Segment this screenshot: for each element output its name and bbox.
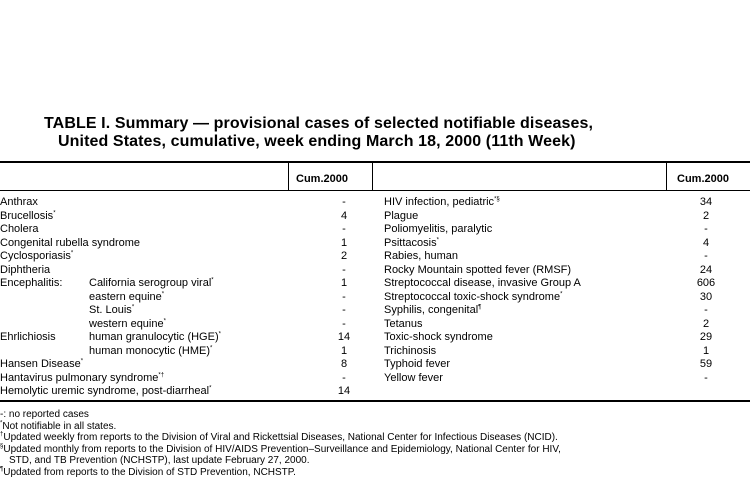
table-row	[0, 372, 372, 386]
cum-2000-value: 34	[699, 196, 713, 208]
table-row	[0, 304, 372, 318]
table-row	[0, 358, 372, 372]
left-column-header: Cum.2000	[296, 173, 348, 185]
cum-2000-value: 59	[699, 358, 713, 370]
table-row	[384, 358, 750, 372]
table-row	[384, 210, 750, 224]
footnote-mark: *§	[494, 196, 500, 203]
cum-2000-value: 606	[696, 277, 716, 289]
footnote: STD, and TB Prevention (NCHSTP), last update February 27, 2000.	[9, 455, 310, 466]
cum-2000-value: -	[342, 290, 346, 303]
cum-2000-value: -	[704, 304, 708, 316]
table-row	[0, 345, 372, 359]
cum-2000-value: -	[342, 371, 346, 384]
disease-label: Typhoid fever	[384, 358, 451, 370]
table-row	[384, 291, 750, 305]
table-row	[384, 304, 750, 318]
disease-label: Ehrlichiosis	[0, 331, 56, 343]
cum-2000-value: -	[704, 250, 708, 262]
footnote: -: no reported cases	[0, 409, 89, 420]
footnote-mark: ¶	[478, 304, 482, 311]
left-col-divider-b	[372, 162, 373, 190]
disease-label: Anthrax	[0, 196, 38, 208]
table-row	[0, 210, 372, 224]
cum-2000-value: -	[342, 304, 346, 316]
table-row	[384, 345, 750, 359]
table-row	[0, 291, 372, 305]
cum-2000-value: -	[342, 317, 346, 330]
disease-label: Rabies, human	[384, 250, 458, 262]
cum-2000-value: 24	[699, 263, 713, 276]
disease-label: Brucellosis*	[0, 209, 56, 222]
disease-label: Hansen Disease*	[0, 358, 84, 370]
disease-label: Rocky Mountain spotted fever (RMSF)	[384, 263, 572, 276]
cum-2000-value: -	[342, 196, 346, 208]
footnote-mark: *	[161, 290, 165, 297]
disease-label: Streptococcal disease, invasive Group A	[384, 277, 581, 289]
disease-sublabel: California serogroup viral*	[89, 277, 214, 289]
disease-label: Toxic-shock syndrome	[384, 331, 493, 343]
disease-sublabel: eastern equine*	[89, 290, 165, 303]
disease-label: Encephalitis:	[0, 277, 63, 289]
footnote-mark: *	[218, 331, 221, 338]
left-col-divider-a	[288, 162, 289, 190]
disease-sublabel: western equine*	[89, 317, 166, 330]
cum-2000-value: 8	[340, 358, 348, 370]
cum-2000-value: 29	[699, 331, 713, 343]
footnote: ¶Updated from reports to the Division of STD Prevention, NCHSTP.	[0, 466, 296, 478]
cum-2000-value: -	[704, 223, 708, 235]
footnote-mark: §	[0, 443, 4, 450]
disease-label: Hantavirus pulmonary syndrome*†	[0, 371, 165, 384]
table-row	[0, 196, 372, 210]
footnote: *Not notifiable in all states.	[0, 420, 117, 432]
table-row	[384, 250, 750, 264]
disease-label: Yellow fever	[384, 371, 443, 384]
disease-sublabel: St. Louis*	[89, 304, 135, 316]
table-row	[0, 331, 372, 345]
disease-label: Psittacosis*	[384, 236, 439, 249]
table-row	[0, 237, 372, 251]
table-row	[384, 196, 750, 210]
table-row	[384, 277, 750, 291]
footnote-mark: *	[163, 317, 166, 324]
cum-2000-value: 14	[337, 331, 351, 343]
disease-label: Trichinosis	[384, 344, 437, 357]
disease-label: Streptococcal toxic-shock syndrome*	[384, 290, 563, 303]
disease-label: Diphtheria	[0, 263, 51, 276]
disease-label: Cholera	[0, 223, 39, 235]
footnote-mark: *†	[158, 371, 165, 378]
footnote-mark: *	[0, 420, 3, 427]
cum-2000-value: 4	[702, 236, 710, 249]
footnote-mark: *	[131, 304, 135, 311]
table-row	[384, 318, 750, 332]
table-row	[0, 223, 372, 237]
table-row	[0, 385, 372, 399]
disease-sublabel: human monocytic (HME)*	[89, 344, 213, 357]
table-row	[384, 237, 750, 251]
footnote-mark: *	[211, 277, 214, 284]
cum-2000-value: 2	[702, 317, 710, 330]
header-rule	[0, 190, 750, 191]
table-row	[0, 318, 372, 332]
disease-label: HIV infection, pediatric*§	[384, 196, 500, 208]
top-rule	[0, 161, 750, 163]
cum-2000-value: 1	[340, 344, 348, 357]
right-column-header: Cum.2000	[677, 173, 729, 185]
right-col-divider	[666, 162, 667, 190]
bottom-rule	[0, 400, 750, 402]
cum-2000-value: 2	[340, 250, 348, 262]
table-row	[0, 264, 372, 278]
table-title	[44, 115, 593, 151]
footnote-mark: *	[70, 250, 74, 257]
title-line-2: United States, cumulative, week ending March 18, 2000 (11th Week)	[58, 133, 576, 150]
table-row	[0, 277, 372, 291]
disease-label: Syphilis, congenital¶	[384, 304, 482, 316]
disease-label: Congenital rubella syndrome	[0, 236, 141, 249]
table-row	[384, 372, 750, 386]
footnote-mark: *	[560, 290, 563, 297]
cum-2000-value: -	[704, 371, 708, 384]
disease-label: Poliomyelitis, paralytic	[384, 223, 493, 235]
footnote: §Updated monthly from reports to the Division of HIV/AIDS Prevention–Surveillance and Epidemiology, National Center for HIV,	[0, 443, 561, 455]
disease-label: Hemolytic uremic syndrome, post-diarrheal*	[0, 385, 212, 397]
cum-2000-value: 30	[699, 290, 713, 303]
footnote: †Updated weekly from reports to the Division of Viral and Rickettsial Diseases, National Center for Infectious Diseases (NCID).	[0, 431, 558, 443]
cum-2000-value: -	[342, 223, 346, 235]
footnote-mark: *	[209, 385, 212, 392]
footnote-mark: *	[53, 209, 56, 216]
cum-2000-value: 1	[340, 277, 348, 289]
disease-label: Tetanus	[384, 317, 423, 330]
footnote-mark: ¶	[0, 466, 4, 473]
footnote-mark: *	[436, 236, 439, 243]
title-line-1: TABLE I. Summary — provisional cases of selected notifiable diseases,	[44, 115, 594, 132]
table-row	[384, 264, 750, 278]
table-row	[384, 223, 750, 237]
cum-2000-value: 14	[337, 385, 351, 397]
cum-2000-value: -	[342, 263, 346, 276]
table-row	[384, 331, 750, 345]
footnote-mark: *	[210, 344, 213, 351]
table-row	[0, 250, 372, 264]
cum-2000-value: 4	[340, 209, 348, 222]
disease-sublabel: human granulocytic (HGE)*	[89, 331, 221, 343]
disease-label: Cyclosporiasis*	[0, 250, 74, 262]
cum-2000-value: 1	[340, 236, 348, 249]
footnote-mark: *	[80, 358, 84, 365]
disease-label: Plague	[384, 209, 419, 222]
cum-2000-value: 2	[702, 209, 710, 222]
cum-2000-value: 1	[702, 344, 710, 357]
footnote-mark: †	[0, 431, 4, 438]
